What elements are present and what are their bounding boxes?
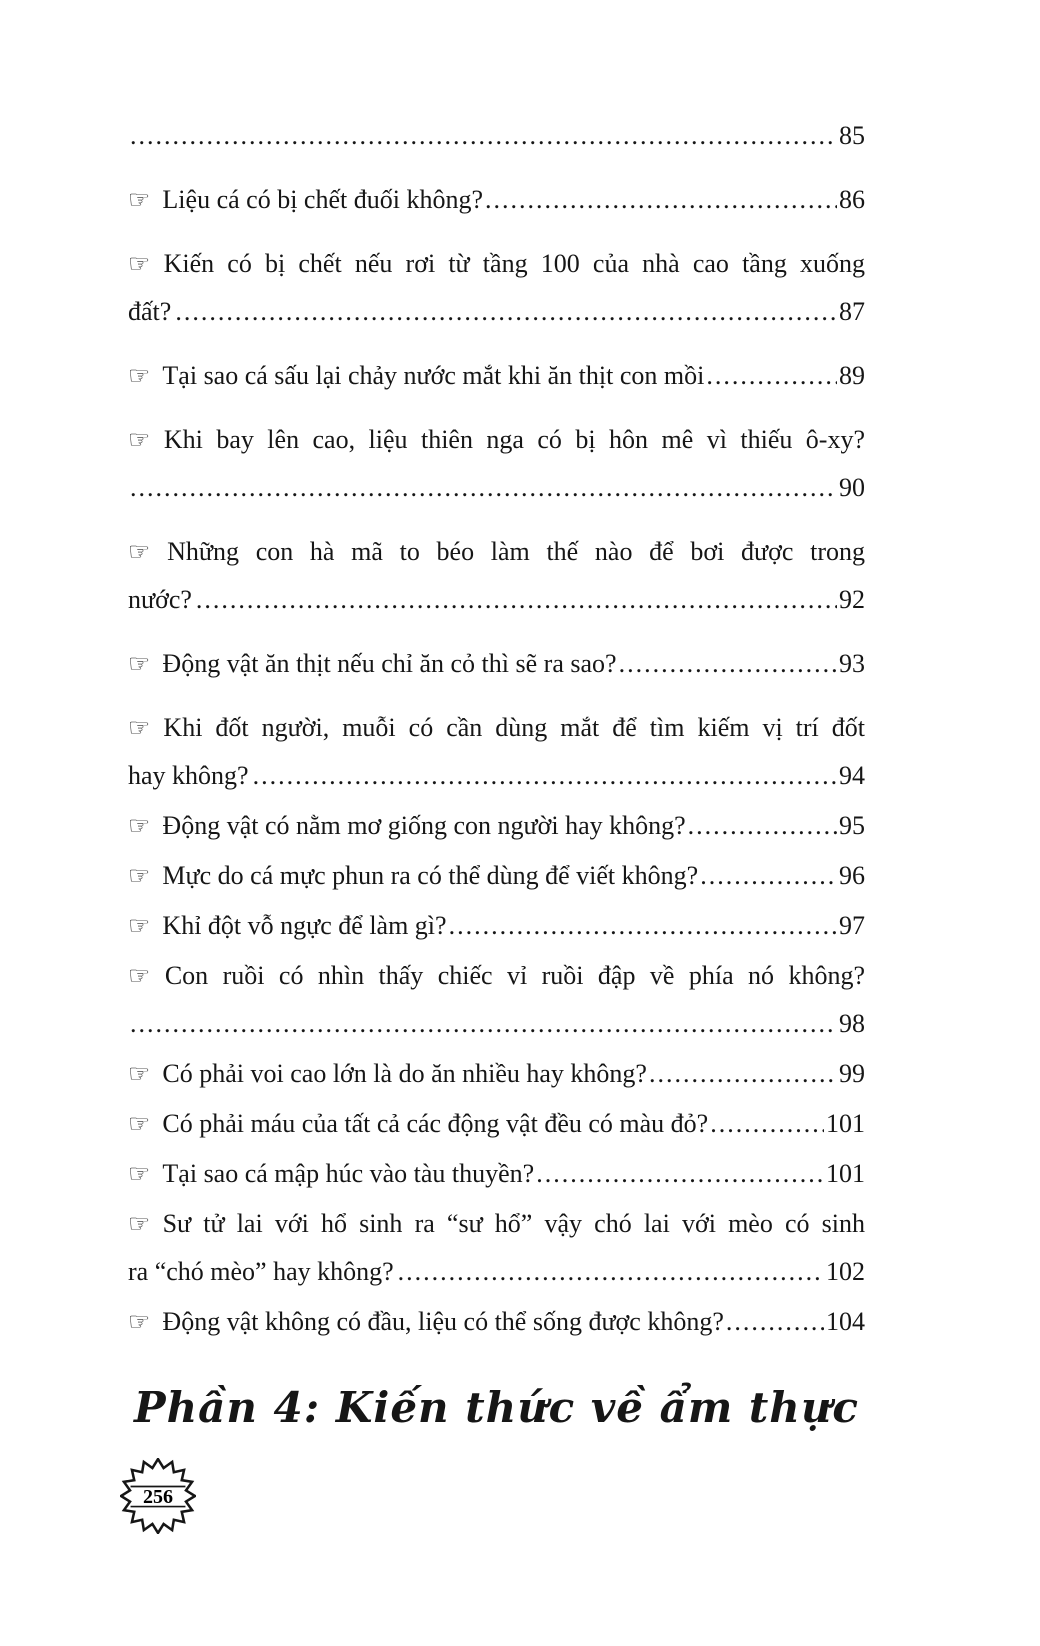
entry-line1 bbox=[128, 528, 865, 576]
entry-line2 bbox=[128, 576, 865, 624]
entry-text: Con ruồi có nhìn thấy chiếc vỉ ruồi đập về phía nó không? bbox=[164, 961, 865, 990]
toc-entry bbox=[128, 240, 865, 336]
toc-entry bbox=[128, 1150, 865, 1198]
pointing-hand-icon: ☞ bbox=[128, 911, 151, 940]
pointing-hand-icon: ☞ bbox=[128, 961, 151, 990]
page-number-badge bbox=[120, 1458, 196, 1534]
dot-leader bbox=[649, 1050, 837, 1098]
pointing-hand-icon: ☞ bbox=[128, 1209, 151, 1238]
entry-text: Có phải máu của tất cả các động vật đều có màu đỏ? bbox=[162, 1109, 709, 1138]
entry-text: Khi bay lên cao, liệu thiên nga có bị hôn mê vì thiếu ô-xy? bbox=[163, 425, 865, 454]
entry-text: Những con hà mã to béo làm thế nào để bơi được trong bbox=[167, 537, 866, 566]
entry-page-number: 101 bbox=[826, 1159, 865, 1188]
entry-page-number: 97 bbox=[839, 911, 865, 940]
entry-page-number: 104 bbox=[826, 1307, 865, 1336]
entry-text-continued: đất? bbox=[128, 297, 172, 326]
entry-page-number: 89 bbox=[839, 361, 865, 390]
pointing-hand-icon: ☞ bbox=[128, 361, 151, 390]
toc-entry bbox=[128, 952, 865, 1048]
entry-line2 bbox=[128, 464, 865, 512]
entry-line1 bbox=[128, 416, 865, 464]
entry-line1 bbox=[128, 704, 865, 752]
entry-page-number: 87 bbox=[839, 297, 865, 326]
entry-text: Động vật có nằm mơ giống con người hay không? bbox=[162, 811, 686, 840]
toc-entry bbox=[128, 802, 865, 850]
dot-leader bbox=[536, 1150, 824, 1198]
entry-line1 bbox=[128, 952, 865, 1000]
pointing-hand-icon: ☞ bbox=[128, 185, 151, 214]
entry-page-number: 93 bbox=[839, 649, 865, 678]
entry-text-continued: ra “chó mèo” hay không? bbox=[128, 1257, 394, 1286]
pointing-hand-icon: ☞ bbox=[128, 1159, 151, 1188]
entry-text: Khi đốt người, muỗi có cần dùng mắt để tìm kiếm vị trí đốt bbox=[163, 713, 866, 742]
entry-text: Tại sao cá sấu lại chảy nước mắt khi ăn thịt con mồi bbox=[162, 361, 705, 390]
entry-line1 bbox=[128, 240, 865, 288]
entry-line2 bbox=[128, 752, 865, 800]
pointing-hand-icon: ☞ bbox=[128, 537, 151, 566]
toc-entry bbox=[128, 176, 865, 224]
pointing-hand-icon: ☞ bbox=[128, 713, 151, 742]
dot-leader bbox=[485, 176, 837, 224]
page-number: 256 bbox=[142, 1485, 174, 1508]
toc-entry bbox=[128, 902, 865, 950]
toc-entry bbox=[128, 352, 865, 400]
dot-leader bbox=[619, 640, 837, 688]
dot-leader bbox=[688, 802, 837, 850]
pointing-hand-icon: ☞ bbox=[128, 1109, 151, 1138]
pointing-hand-icon: ☞ bbox=[128, 1307, 151, 1336]
toc-entry bbox=[128, 852, 865, 900]
pointing-hand-icon: ☞ bbox=[128, 649, 151, 678]
entry-text: Động vật không có đầu, liệu có thể sống được không? bbox=[162, 1307, 724, 1336]
toc-entry bbox=[128, 640, 865, 688]
entry-text-continued: nước? bbox=[128, 585, 192, 614]
dot-leader bbox=[175, 288, 837, 336]
entry-page-number: 96 bbox=[839, 861, 865, 890]
section-heading: Phần 4: Kiến thức về ẩm thực bbox=[134, 1383, 859, 1432]
entry-text: Động vật ăn thịt nếu chỉ ăn cỏ thì sẽ ra sao? bbox=[162, 649, 617, 678]
dot-leader bbox=[196, 576, 837, 624]
starburst-icon bbox=[120, 1458, 196, 1534]
entry-page-number: 85 bbox=[839, 121, 865, 150]
pointing-hand-icon: ☞ bbox=[128, 425, 151, 454]
entry-page-number: 98 bbox=[839, 1009, 865, 1038]
dot-leader bbox=[398, 1248, 824, 1296]
toc-entry bbox=[128, 704, 865, 800]
entry-text: Có phải voi cao lớn là do ăn nhiều hay không? bbox=[162, 1059, 647, 1088]
toc-entry bbox=[128, 1100, 865, 1148]
toc-entry bbox=[128, 416, 865, 512]
pointing-hand-icon: ☞ bbox=[128, 1059, 151, 1088]
dot-leader bbox=[710, 1100, 824, 1148]
entry-page-number: 86 bbox=[839, 185, 865, 214]
dot-leader bbox=[130, 1000, 837, 1048]
entry-page-number: 92 bbox=[839, 585, 865, 614]
entry-text: Mực do cá mực phun ra có thể dùng để viết không? bbox=[162, 861, 699, 890]
entry-page-number: 90 bbox=[839, 473, 865, 502]
entry-page-number: 102 bbox=[826, 1257, 865, 1286]
toc-entry bbox=[128, 112, 865, 160]
entry-line2 bbox=[128, 1248, 865, 1296]
dot-leader bbox=[700, 852, 837, 900]
toc-entry bbox=[128, 528, 865, 624]
entry-text: Kiến có bị chết nếu rơi từ tầng 100 của nhà cao tầng xuống bbox=[163, 249, 866, 278]
entry-text: Liệu cá có bị chết đuối không? bbox=[162, 185, 483, 214]
dot-leader bbox=[130, 112, 837, 160]
entry-line2 bbox=[128, 1000, 865, 1048]
entry-text: Khỉ đột vỗ ngực để làm gì? bbox=[162, 911, 447, 940]
entry-text-continued: hay không? bbox=[128, 761, 249, 790]
entry-line1 bbox=[128, 1200, 865, 1248]
entry-page-number: 95 bbox=[839, 811, 865, 840]
entry-text: Tại sao cá mập húc vào tàu thuyền? bbox=[162, 1159, 535, 1188]
dot-leader bbox=[130, 464, 837, 512]
toc-entry bbox=[128, 1050, 865, 1098]
pointing-hand-icon: ☞ bbox=[128, 249, 151, 278]
entry-text: Sư tử lai với hổ sinh ra “sư hổ” vậy chó lai với mèo có sinh bbox=[162, 1209, 865, 1238]
dot-leader bbox=[706, 352, 837, 400]
entry-page-number: 101 bbox=[826, 1109, 865, 1138]
entry-line2 bbox=[128, 288, 865, 336]
toc-entry bbox=[128, 1298, 865, 1346]
dot-leader bbox=[253, 752, 837, 800]
pointing-hand-icon: ☞ bbox=[128, 811, 151, 840]
dot-leader bbox=[726, 1298, 824, 1346]
entry-page-number: 99 bbox=[839, 1059, 865, 1088]
entry-page-number: 94 bbox=[839, 761, 865, 790]
toc-entry bbox=[128, 1200, 865, 1296]
pointing-hand-icon: ☞ bbox=[128, 861, 151, 890]
dot-leader bbox=[449, 902, 837, 950]
